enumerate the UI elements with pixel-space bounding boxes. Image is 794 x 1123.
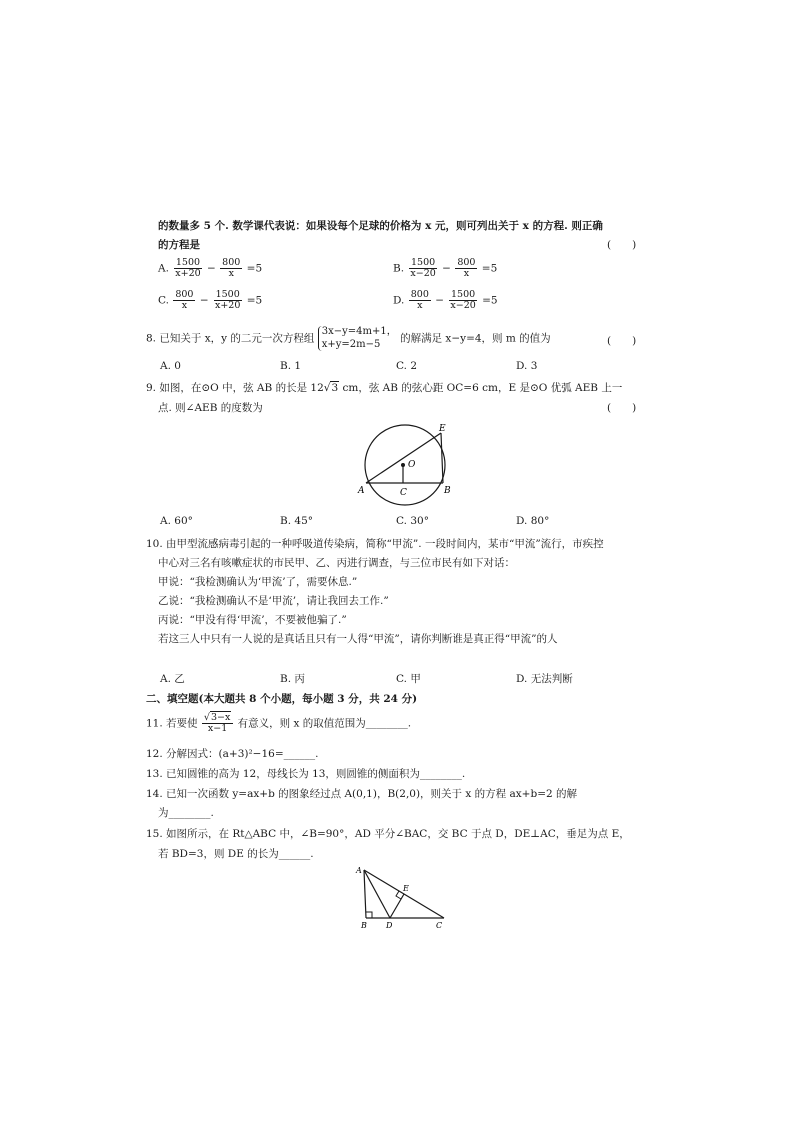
q7-line1: 的数量多 5 个. 数学课代表说：如果设每个足球的价格为 x 元，则可列出关于 x 的方程. 则正确 [158, 220, 603, 232]
q12-stem: 12. 分解因式：(a+3)²−16=______. [146, 748, 319, 760]
q10-option-b: B. 丙 [280, 673, 305, 685]
q7-option-b: B. $\frac{1500}{x-20}$ − $\frac{800}{x}$ =5 [393, 257, 498, 279]
q9-circle-figure [352, 420, 462, 525]
q9-label-a: A [358, 486, 365, 496]
q15-label-c: C [436, 921, 443, 930]
q15-side-ab [364, 870, 366, 918]
q10-line1: 10. 由甲型流感病毒引起的一种呼吸道传染病，简称“甲流”. 一段时间内，某市“甲流”流行，市疾控 [146, 538, 604, 550]
q9-option-b: B. 45° [280, 515, 314, 527]
q10-option-a: A. 乙 [160, 673, 185, 685]
q10-option-d: D. 无法判断 [516, 673, 573, 685]
q7-answer-paren: ( ) [607, 239, 637, 251]
q9-label-c: C [400, 488, 407, 498]
q8-stem: 8. 已知关于 x，y 的二元一次方程组 3x−y=4m+1， x+y=2m−5 的解满足 x−y=4，则 m 的值为 [146, 326, 551, 350]
q15-label-e: E [403, 884, 409, 893]
q9-answer-paren: ( ) [607, 402, 637, 414]
q9-option-a: A. 60° [160, 515, 193, 527]
q15-triangle-figure [352, 862, 452, 932]
q9-center-point [401, 463, 405, 467]
q9-option-d: D. 80° [516, 515, 550, 527]
q15-right-angle-b [366, 912, 372, 918]
q8-option-d: D. 3 [516, 360, 538, 372]
q8-option-a: A. 0 [160, 360, 181, 372]
q9-segment-eb [441, 433, 443, 483]
q11-stem: 11. 若要使 $\frac{√3-x}{x-1}$ 有意义，则 x 的取值范围为________. [146, 712, 412, 734]
q13-stem: 13. 已知圆锥的高为 12，母线长为 13，则圆锥的侧面积为________. [146, 768, 466, 780]
q10-line3: 甲说：“我检测确认为‘甲流’了，需要休息.” [158, 576, 358, 588]
q10-option-c: C. 甲 [396, 673, 421, 685]
q15-line1: 15. 如图所示，在 Rt△ABC 中，∠B=90°，AD 平分∠BAC，交 BC 于点 D，DE⊥AC，垂足为点 E， [146, 828, 630, 840]
q9-label-o: O [408, 460, 416, 470]
q14-line2: 为________. [158, 807, 214, 819]
q9-option-c: C. 30° [396, 515, 429, 527]
q9-label-b: B [444, 486, 451, 496]
section-2-title: 二、填空题(本大题共 8 个小题，每小题 3 分，共 24 分) [146, 693, 418, 705]
q15-label-a: A [356, 866, 362, 875]
q15-label-b: B [361, 921, 367, 930]
q9-line1: 9. 如图，在⊙O 中，弦 AB 的长是 12√3 cm，弦 AB 的弦心距 OC=6 cm，E 是⊙O 优弧 AEB 上一 [146, 382, 623, 394]
q9-label-e: E [439, 424, 446, 434]
q7-line2: 的方程是 [158, 239, 200, 251]
q10-line2: 中心对三名有咳嗽症状的市民甲、乙、丙进行调查，与三位市民有如下对话： [158, 557, 515, 569]
q7-option-c: C. $\frac{800}{x}$ − $\frac{1500}{x+20}$ =5 [158, 289, 263, 311]
q8-answer-paren: ( ) [607, 335, 637, 347]
q7-option-a: A. $\frac{1500}{x+20}$ − $\frac{800}{x}$ =5 [158, 257, 263, 279]
q14-line1: 14. 已知一次函数 y=ax+b 的图象经过点 A(0,1)，B(2,0)，则关于 x 的方程 ax+b=2 的解 [146, 788, 578, 800]
q10-line5: 丙说：“甲没有得‘甲流’，不要被他骗了.” [158, 614, 347, 626]
q10-line4: 乙说：“我检测确认不是‘甲流’，请让我回去工作.” [158, 595, 389, 607]
q7-option-d: D. $\frac{800}{x}$ − $\frac{1500}{x-20}$ =5 [393, 289, 498, 311]
q8-option-b: B. 1 [280, 360, 302, 372]
q15-line2: 若 BD=3，则 DE 的长为______. [158, 848, 314, 860]
q9-line2: 点. 则∠AEB 的度数为 [158, 402, 263, 414]
q8-equation-system: 3x−y=4m+1， x+y=2m−5 [318, 326, 397, 351]
q15-segment-de [390, 894, 404, 918]
q8-option-c: C. 2 [396, 360, 418, 372]
q15-label-d: D [386, 921, 393, 930]
q10-line6: 若这三人中只有一人说的是真话且只有一人得“甲流”，请你判断谁是真正得“甲流”的人 [158, 633, 558, 645]
